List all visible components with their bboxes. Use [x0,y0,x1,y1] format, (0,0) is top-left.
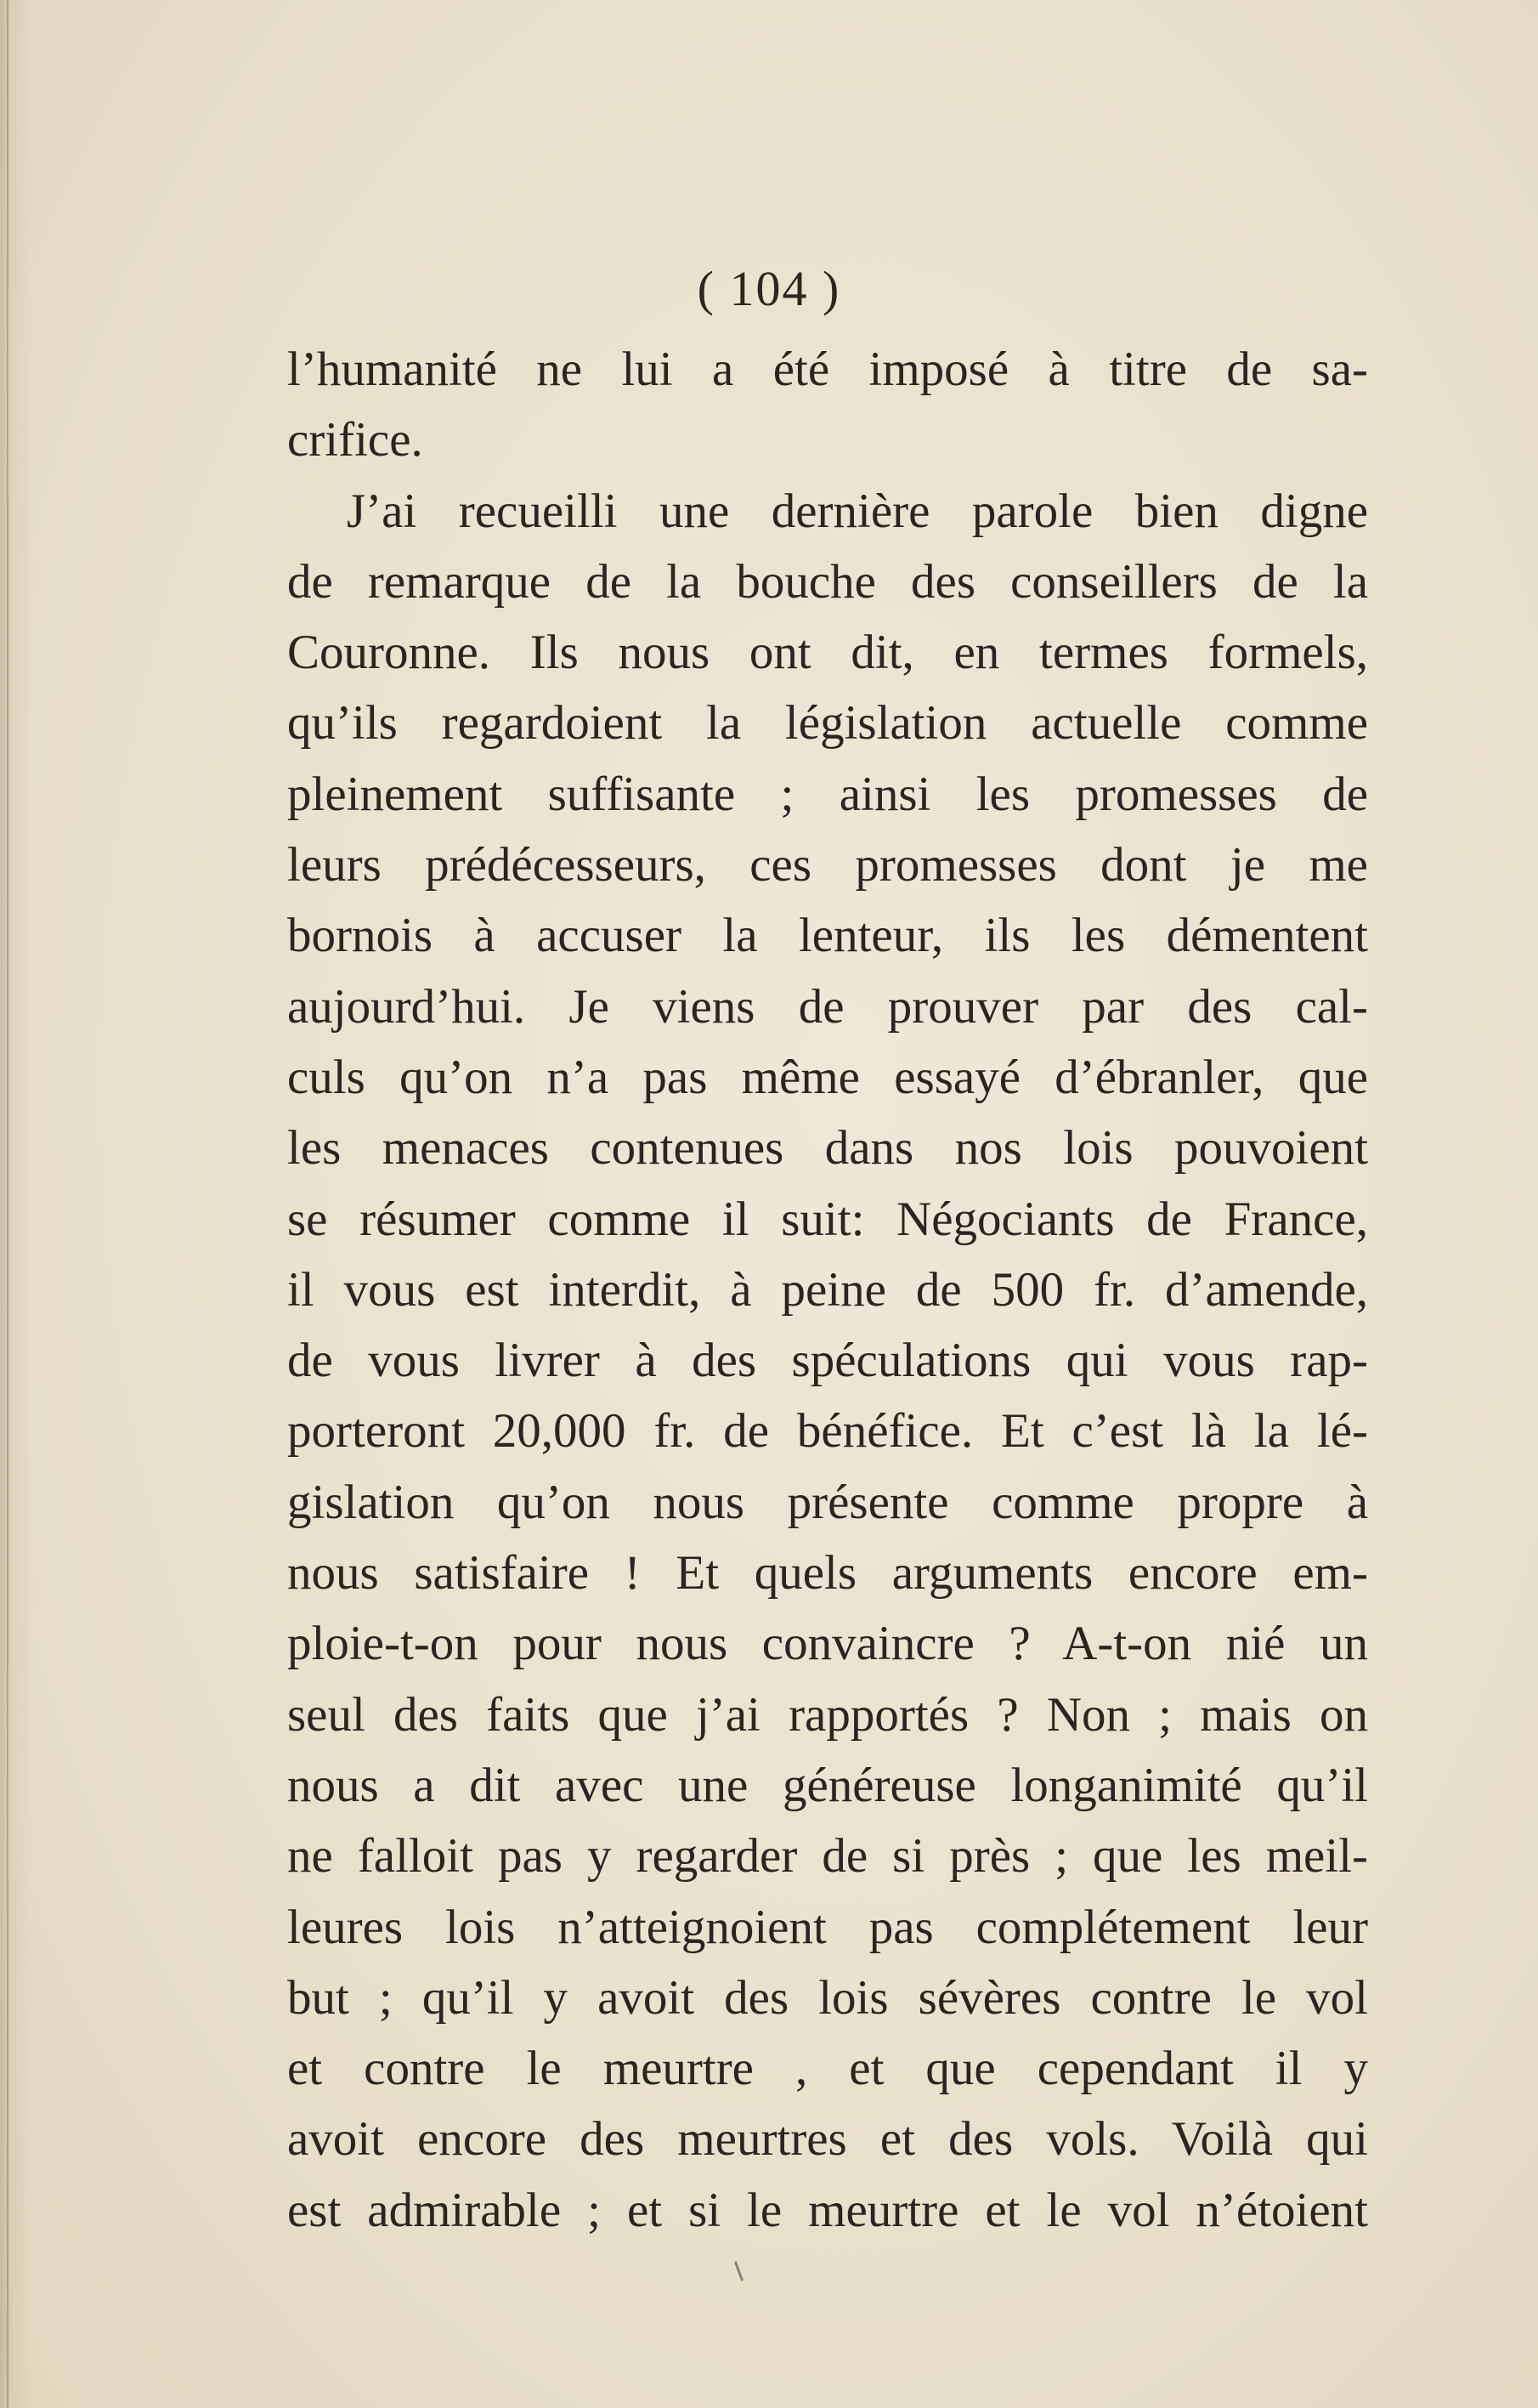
text-line-26: avoit encore des meurtres et des vols. Voilà qui [287,2112,1368,2167]
text-line-19: ploie-t-on pour nous convaincre ? A-t-on nié un [287,1617,1368,1671]
text-line-6: qu’ils regardoient la législation actuelle comme [287,696,1368,751]
text-line-2: crifice. [287,413,423,467]
text-line-10: aujourd’hui. Je viens de prouver par des cal- [287,979,1368,1034]
text-line-13: se résumer comme il suit: Négociants de France, [287,1192,1368,1246]
text-line-12: les menaces contenues dans nos lois pouvoient [287,1121,1368,1176]
text-line-11: culs qu’on n’a pas même essayé d’ébranler, que [287,1050,1368,1104]
text-line-9: bornois à accuser la lenteur, ils les démentent [287,909,1368,963]
text-line-7: pleinement suffisante ; ainsi les promesses de [287,767,1368,821]
page-gutter [7,0,8,2408]
text-line-15: de vous livrer à des spéculations qui vous rap- [287,1334,1368,1388]
body-text [287,334,1368,2246]
text-line-23: leures lois n’atteignoient pas complétement leur [287,1900,1368,1954]
page-number: ( 104 ) [697,261,841,316]
text-line-8: leurs prédécesseurs, ces promesses dont je me [287,838,1368,892]
text-line-25: et contre le meurtre , et que cependant il y [287,2042,1368,2096]
text-line-5: Couronne. Ils nous ont dit, en termes formels, [287,626,1368,680]
ink-mark [734,2261,744,2281]
text-line-4: de remarque de la bouche des conseillers de la [287,554,1368,609]
text-line-27: est admirable ; et si le meurtre et le vol n’étoient [287,2183,1368,2237]
text-line-18: nous satisfaire ! Et quels arguments encore em- [287,1546,1368,1601]
text-line-20: seul des faits que j’ai rapportés ? Non ; mais on [287,1687,1368,1742]
text-line-16: porteront 20,000 fr. de bénéfice. Et c’est là la lé- [287,1404,1368,1459]
text-line-14: il vous est interdit, à peine de 500 fr. d’amende, [287,1262,1368,1317]
text-line-1: l’humanité ne lui a été imposé à titre de sa- [287,343,1368,396]
text-line-3: J’ai recueilli une dernière parole bien digne [347,484,1368,538]
text-line-21: nous a dit avec une généreuse longanimité qu’il [287,1758,1368,1812]
text-line-17: gislation qu’on nous présente comme propre à [287,1475,1368,1529]
text-line-22: ne falloit pas y regarder de si près ; que les meil- [287,1829,1368,1884]
text-line-24: but ; qu’il y avoit des lois sévères contre le vol [287,1970,1368,2025]
